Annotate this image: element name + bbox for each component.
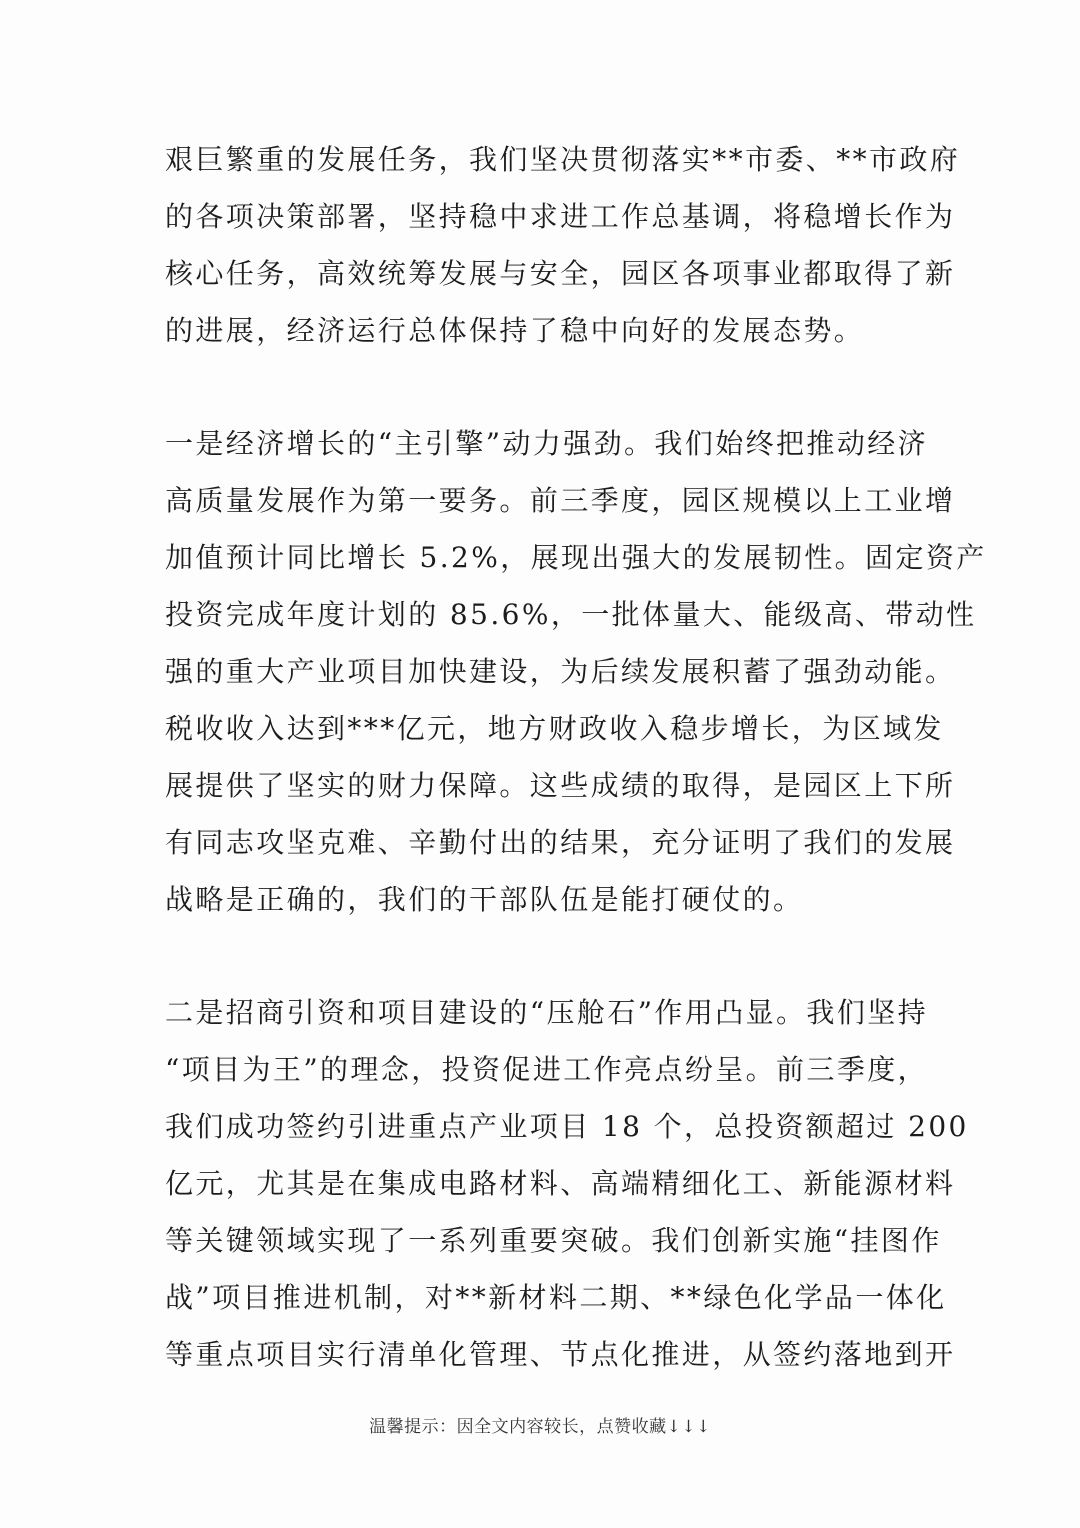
text-line: 的进展，经济运行总体保持了稳中向好的发展态势。 (165, 314, 865, 347)
text-line: 战略是正确的，我们的干部队伍是能打硬仗的。 (165, 883, 804, 916)
text-line: 亿元，尤其是在集成电路材料、高端精细化工、新能源材料 (165, 1167, 956, 1200)
paragraph-gap (165, 928, 920, 984)
text-line: 核心任务，高效统筹发展与安全，园区各项事业都取得了新 (165, 257, 956, 290)
text-line: 展提供了坚实的财力保障。这些成绩的取得，是园区上下所 (165, 769, 956, 802)
text-line: 的各项决策部署，坚持稳中求进工作总基调，将稳增长作为 (165, 200, 956, 233)
paragraph-gap (165, 359, 920, 415)
document-body (165, 131, 987, 1383)
text-line: 二是招商引资和项目建设的“压舱石”作用凸显。我们坚持 (165, 996, 929, 1029)
text-line: “项目为王”的理念，投资促进工作亮点纷呈。前三季度， (165, 1053, 929, 1086)
text-line: 战”项目推进机制，对**新材料二期、**绿色化学品一体化 (165, 1281, 947, 1314)
text-line: 等重点项目实行清单化管理、节点化推进，从签约落地到开 (165, 1338, 956, 1371)
text-line: 高质量发展作为第一要务。前三季度，园区规模以上工业增 (165, 484, 956, 517)
text-line: 加值预计同比增长 5.2%，展现出强大的发展韧性。固定资产 (165, 541, 987, 574)
text-line: 一是经济增长的“主引擎”动力强劲。我们始终把推动经济 (165, 427, 929, 460)
footer-tip: 温馨提示：因全文内容较长，点赞收藏↓↓↓ (369, 1417, 711, 1437)
text-line: 有同志攻坚克难、辛勤付出的结果，充分证明了我们的发展 (165, 826, 956, 859)
paragraph-investment-projects (165, 984, 969, 1383)
paragraph-intro (165, 131, 961, 359)
text-line: 艰巨繁重的发展任务，我们坚决贯彻落实**市委、**市政府 (165, 143, 961, 176)
text-line: 强的重大产业项目加快建设，为后续发展积蓄了强劲动能。 (165, 655, 956, 688)
text-line: 我们成功签约引进重点产业项目 18 个，总投资额超过 200 (165, 1110, 969, 1143)
paragraph-economic-growth (165, 415, 987, 928)
text-line: 税收收入达到***亿元，地方财政收入稳步增长，为区域发 (165, 712, 944, 745)
text-line: 投资完成年度计划的 85.6%，一批体量大、能级高、带动性 (165, 598, 977, 631)
text-line: 等关键领域实现了一系列重要突破。我们创新实施“挂图作 (165, 1224, 942, 1257)
